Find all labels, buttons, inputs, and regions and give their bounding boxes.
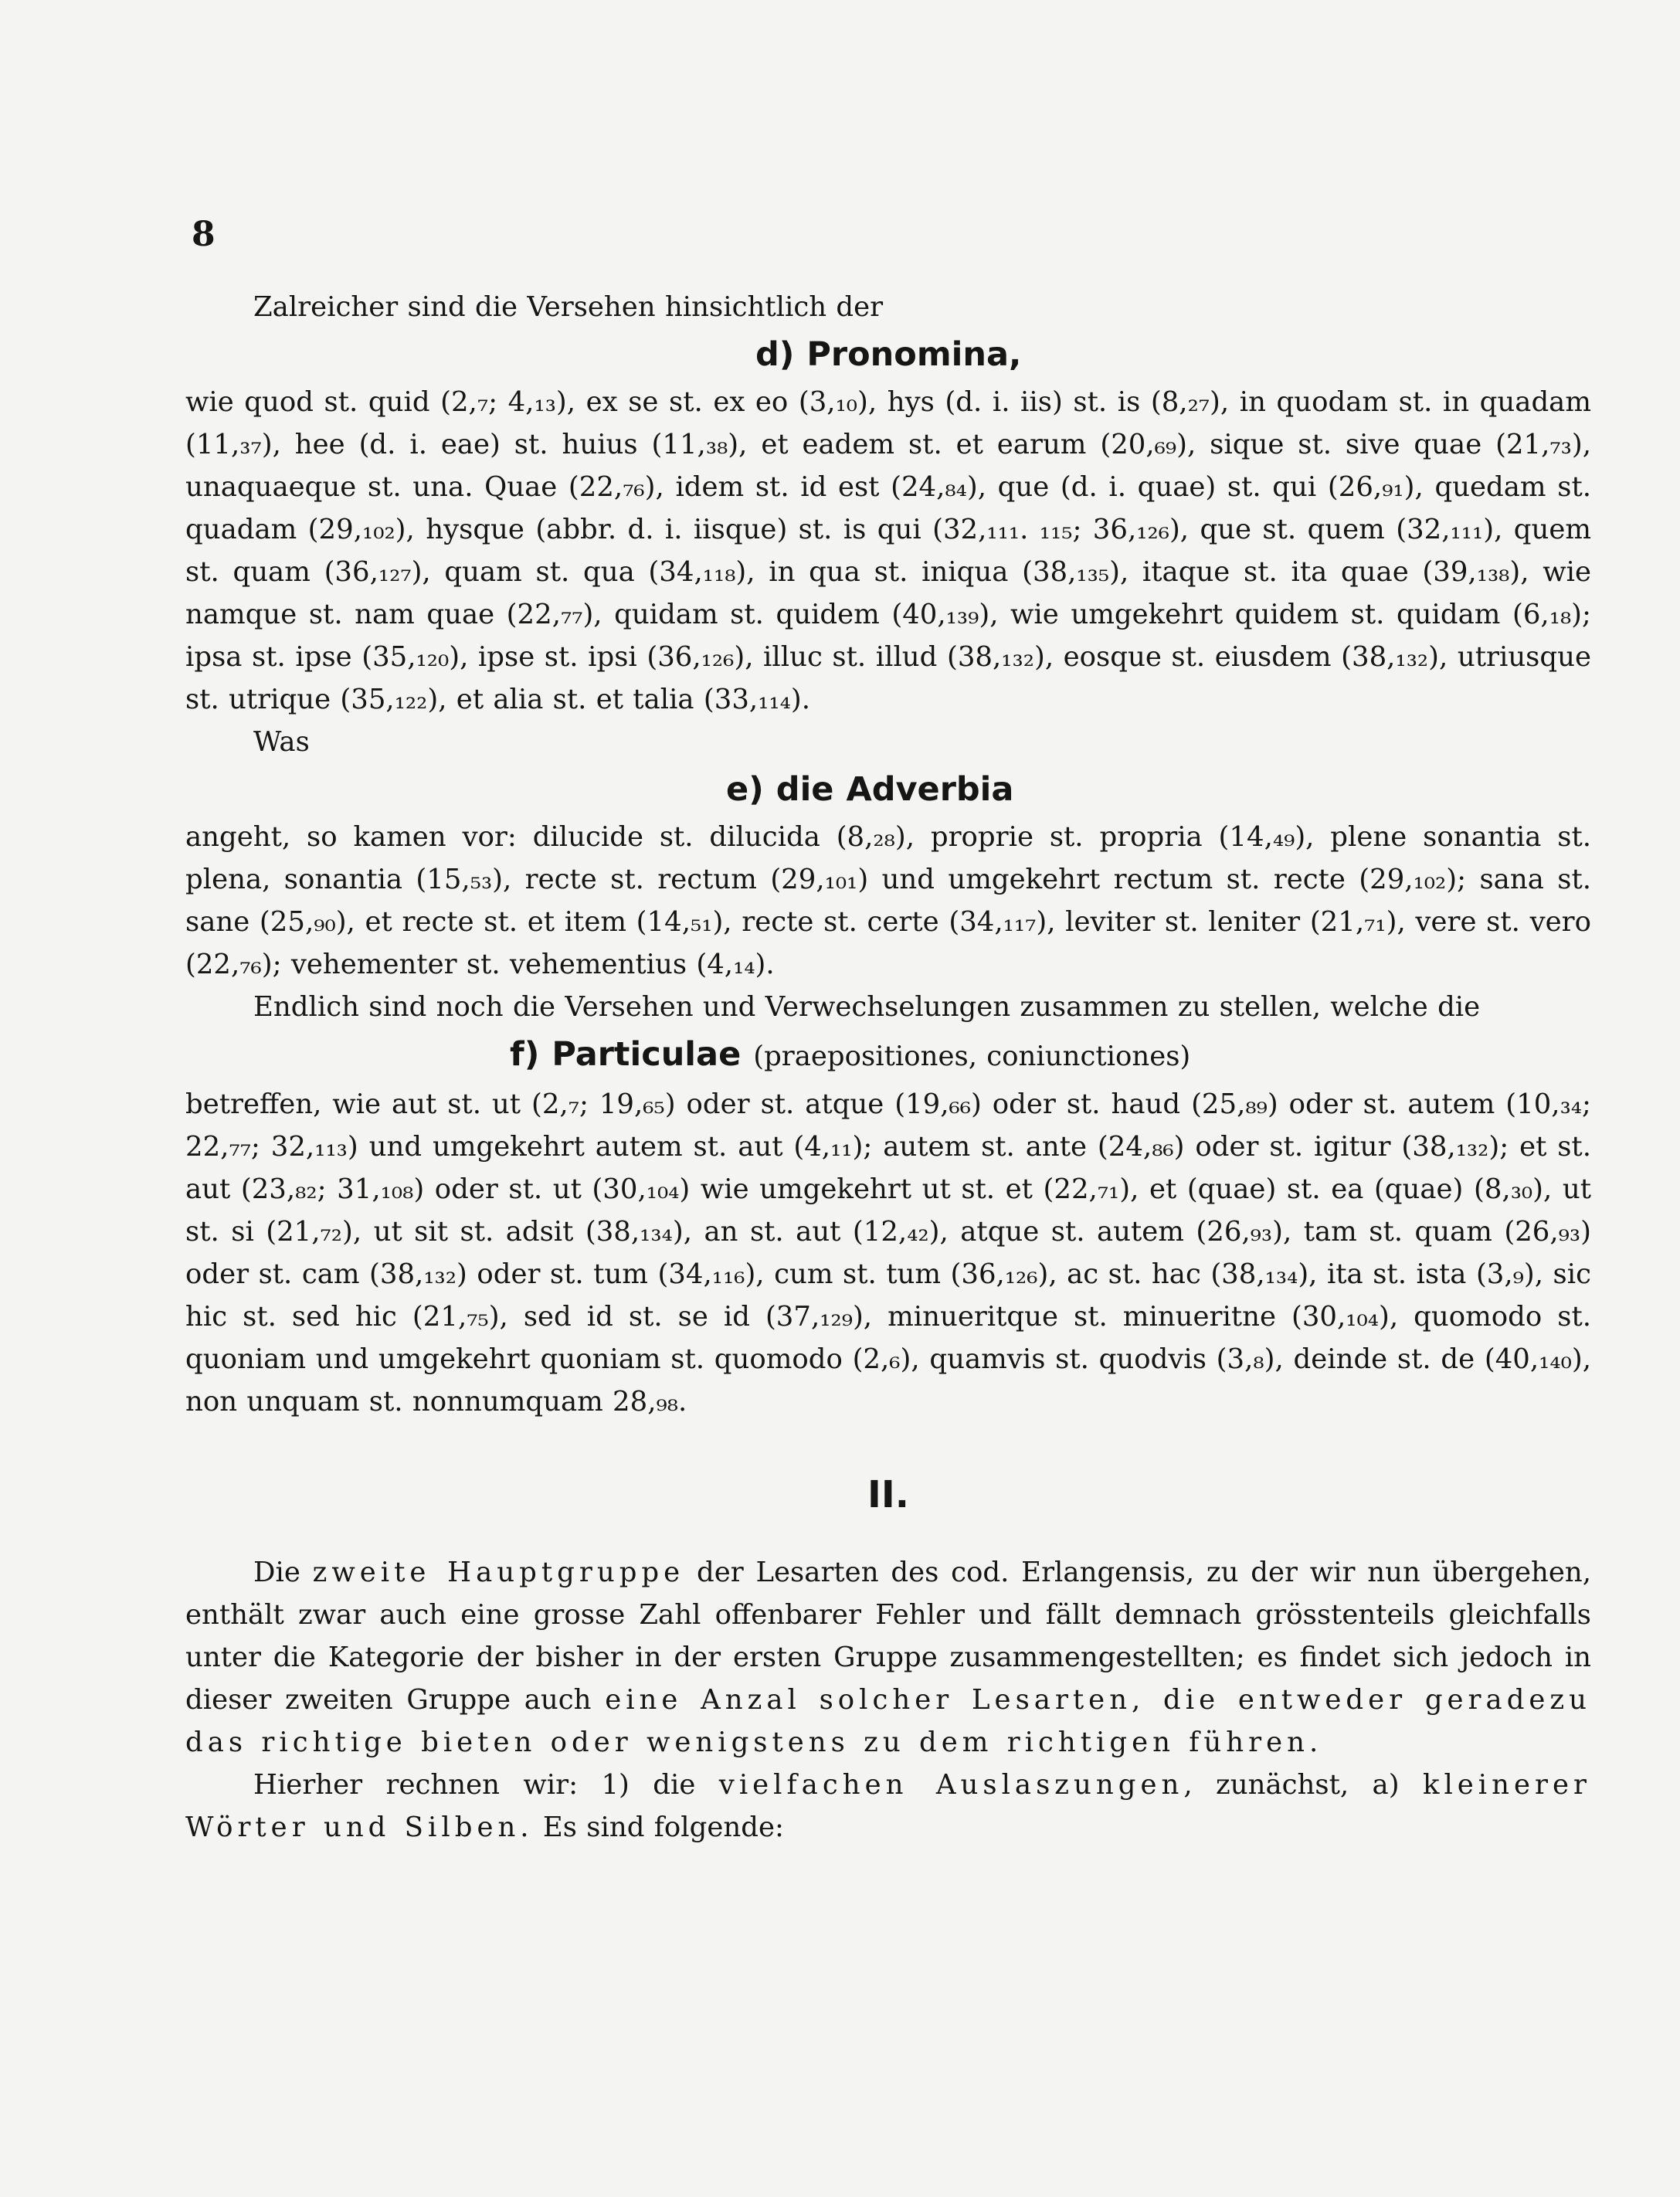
text-run: der Lesarten des cod. Erlangensis, zu der wir nun übergehen, enthält zwar auch eine grosse Zahl offenbarer Fehler und fällt demnach grösstenteils gleichfalls unter die Kategorie der bisher in der ersten Gruppe zusammengestellten; es findet sich jedoch in dieser zweiten Gruppe auch [185,1557,1592,1716]
paragraph-pronomina: wie quod st. quid (2,₇; 4,₁₃), ex se st. ex eo (3,₁₀), hys (d. i. iis) st. is (8,₂₇), in quodam st. in quadam (11,₃₇), hee (d. i. eae) st. huius (11,₃₈), et eadem st. et earum (20,₆₉), sique st. sive quae (21,₇₃), unaquaeque st. una. Quae (22,₇₆), idem st. id est (24,₈₄), que (d. i. quae) st. qui (26,₉₁), quedam st. quadam (29,₁₀₂), hysque (abbr. d. i. iisque) st. is qui (32,₁₁₁. ₁₁₅; 36,₁₂₆), que st. quem (32,₁₁₁), quem st. quam (36,₁₂₇), quam st. qua (34,₁₁₈), in qua st. iniqua (38,₁₃₅), itaque st. ita quae (39,₁₃₈), wie namque st. nam quae (22,₇₇), quidam st. quidem (40,₁₃₉), wie umgekehrt quidem st. quidam (6,₁₈); ipsa st. ipse (35,₁₂₀), ipse st. ipsi (36,₁₂₆), illuc st. illud (38,₁₃₂), eosque st. eiusdem (38,₁₃₂), utriusque st. utrique (35,₁₂₂), et alia st. et talia (33,₁₁₄). [185,386,1591,715]
heading-particulae-paren: (praepositiones, coniunctiones) [753,1041,1191,1072]
section-roman-numeral: II. [867,1473,909,1516]
spaced-emphasis: eine Anzal solcher Lesarten, die entweder geradezu das richtige bieten oder wenigstens zu dem richtigen führen. [185,1684,1591,1758]
heading-particulae [185,1031,1591,1080]
intro-pronomina: Zalreicher sind die Versehen hinsichtlich der [253,291,884,323]
paragraph-particulae: betreffen, wie aut st. ut (2,₇; 19,₆₅) oder st. atque (19,₆₆) oder st. haud (25,₈₉) oder st. autem (10,₃₄; 22,₇₇; 32,₁₁₃) und umgekehrt autem st. aut (4,₁₁); autem st. ante (24,₈₆) oder st. igitur (38,₁₃₂); et st. aut (23,₈₂; 31,₁₀₈) oder st. ut (30,₁₀₄) wie umgekehrt ut st. et (22,₇₁), et (quae) st. ea (quae) (8,₃₀), ut st. si (21,₇₂), ut sit st. adsit (38,₁₃₄), an st. aut (12,₄₂), atque st. autem (26,₉₃), tam st. quam (26,₉₃) oder st. cam (38,₁₃₂) oder st. tum (34,₁₁₆), cum st. tum (36,₁₂₆), ac st. hac (38,₁₃₄), ita st. ista (3,₉), sic hic st. sed hic (21,₇₅), sed id st. se id (37,₁₂₉), minueritque st. minueritne (30,₁₀₄), quomodo st. quoniam und umgekehrt quoniam st. quomodo (2,₆), quamvis st. quodvis (3,₈), deinde st. de (40,₁₄₀), non unquam st. nonnumquam 28,₉₈. [185,1088,1591,1418]
heading-pronomina: d) Pronomina, [755,335,1022,374]
spaced-emphasis: zweite Hauptgruppe [312,1557,685,1588]
page-number: 8 [192,215,216,254]
heading-adverbia: e) die Adverbia [726,770,1014,809]
spaced-emphasis: vielfachen Auslaszungen [718,1769,1184,1801]
text-run: , zunächst, a) [1183,1769,1423,1801]
text-run: Es sind folgende: [533,1812,784,1843]
paragraph-adverbia: angeht, so kamen vor: dilucide st. dilucida (8,₂₈), proprie st. propria (14,₄₉), plene sonantia st. plena, sonantia (15,₅₃), recte st. rectum (29,₁₀₁) und umgekehrt rectum st. recte (29,₁₀₂); sana st. sane (25,₉₀), et recte st. et item (14,₅₁), recte st. certe (34,₁₁₇), leviter st. leniter (21,₇₁), vere st. vero (22,₇₆); vehementer st. vehementius (4,₁₄). [185,821,1591,980]
spaced-emphasis: kleinerer Wörter und Silben. [185,1769,1591,1843]
heading-particulae-title: f) Particulae [510,1035,742,1074]
paragraph-hierher [185,1764,1591,1849]
text-run: Hierher rechnen wir: 1) die [253,1769,719,1801]
page-body [185,286,1591,1849]
intro-adverbia: Was [253,726,310,758]
paragraph-zweite-gruppe [185,1551,1591,1764]
intro-particulae: Endlich sind noch die Versehen und Verwechselungen zusammen zu stellen, welche die [253,991,1481,1023]
text-run: Die [253,1557,313,1588]
